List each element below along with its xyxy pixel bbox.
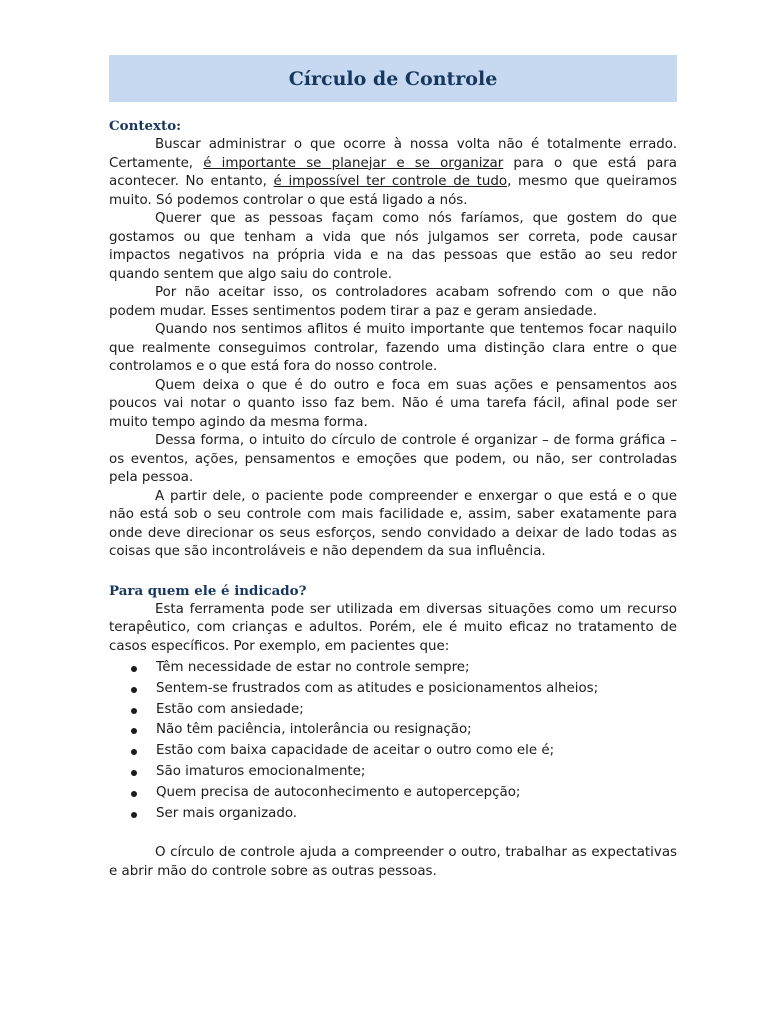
paragraph: Esta ferramenta pode ser utilizada em diversas situações como um recurso terapêutico, com crianças e adultos. Porém, ele é muito eficaz no tratamento de casos específicos. Por exemplo, em pacientes que: [109,601,677,654]
bullet-icon [131,749,137,755]
underlined-text: é impossível ter controle de tudo [273,174,508,189]
paragraph [109,136,677,210]
paragraph: Por não aceitar isso, os controladores acabam sofrendo com o que não podem mudar. Esses sentimentos podem tirar a paz e geram ansiedade. [109,285,677,319]
bullet-icon [131,708,137,714]
bullet-icon [131,687,137,693]
document-title: Círculo de Controle [288,67,498,90]
bullet-icon [131,791,137,797]
list-item [109,658,677,679]
list-item [109,804,677,825]
paragraph: Dessa forma, o intuito do círculo de controle é organizar – de forma gráfica – os eventos, ações, pensamentos e emoções que podem, ou não, ser controladas pela pessoa. [109,433,677,485]
paragraph: Quando nos sentimos aflitos é muito importante que tentemos focar naquilo que realmente conseguimos controlar, fazendo uma distinção clara entre o que controlamos e o que está fora do nosso controle. [109,322,677,374]
list-item-text: Não têm paciência, intolerância ou resignação; [156,722,472,738]
paragraph-text: , mesmo que queiramos muito. Só podemos controlar o que está ligado a nós. [109,174,677,208]
bullet-icon [131,666,137,672]
closing-paragraph: O círculo de controle ajuda a compreender o outro, trabalhar as expectativas e abrir mão do controle sobre as outras pessoas. [109,845,677,879]
paragraph: Querer que as pessoas façam como nós faríamos, que gostem do que gostamos ou que tenham a vida que nós julgamos ser correta, pode causar impactos negativos na própria vida e na das pessoas que estão ao seu redor quando sentem que algo saiu do controle. [109,211,677,282]
list-item-text: Estão com baixa capacidade de aceitar o outro como ele é; [156,743,555,759]
document-page [109,55,677,881]
list-item [109,700,677,721]
list-item [109,679,677,700]
paragraph-text: Buscar administrar o que ocorre à nossa volta não é totalmente errado. Certamente, [109,137,677,171]
section-heading-contexto: Contexto: [109,118,182,134]
bullet-icon [131,770,137,776]
list-item-text: Ser mais organizado. [156,805,298,821]
title-banner [109,55,677,102]
underlined-text: é importante se planejar e se organizar [203,155,504,171]
paragraph-text: para o que está para acontecer. No entanto, [109,155,677,189]
bullet-list [109,658,677,824]
list-item-text: Quem precisa de autoconhecimento e autopercepção; [156,784,521,800]
list-item-text: Estão com ansiedade; [156,701,304,717]
list-item-text: São imaturos emocionalmente; [156,763,366,779]
paragraph: Quem deixa o que é do outro e foca em suas ações e pensamentos aos poucos vai notar o quanto isso faz bem. Não é uma tarefa fácil, afinal pode ser muito tempo agindo da mesma forma. [109,377,677,430]
list-item [109,741,677,762]
list-item [109,783,677,804]
bullet-icon [131,728,137,734]
list-item [109,720,677,741]
list-item-text: Sentem-se frustrados com as atitudes e posicionamentos alheios; [156,680,599,696]
list-item [109,762,677,783]
list-item-text: Têm necessidade de estar no controle sempre; [156,660,470,675]
section-heading-indicado: Para quem ele é indicado? [109,582,307,599]
paragraph: A partir dele, o paciente pode compreender e enxergar o que está e o que não está sob o seu controle com mais facilidade e, assim, saber exatamente para onde deve direcionar os seus esforços, sendo convidado a deixar de lado todas as coisas que são incontroláveis e não dependem da sua influência. [109,488,677,559]
bullet-icon [131,812,137,818]
